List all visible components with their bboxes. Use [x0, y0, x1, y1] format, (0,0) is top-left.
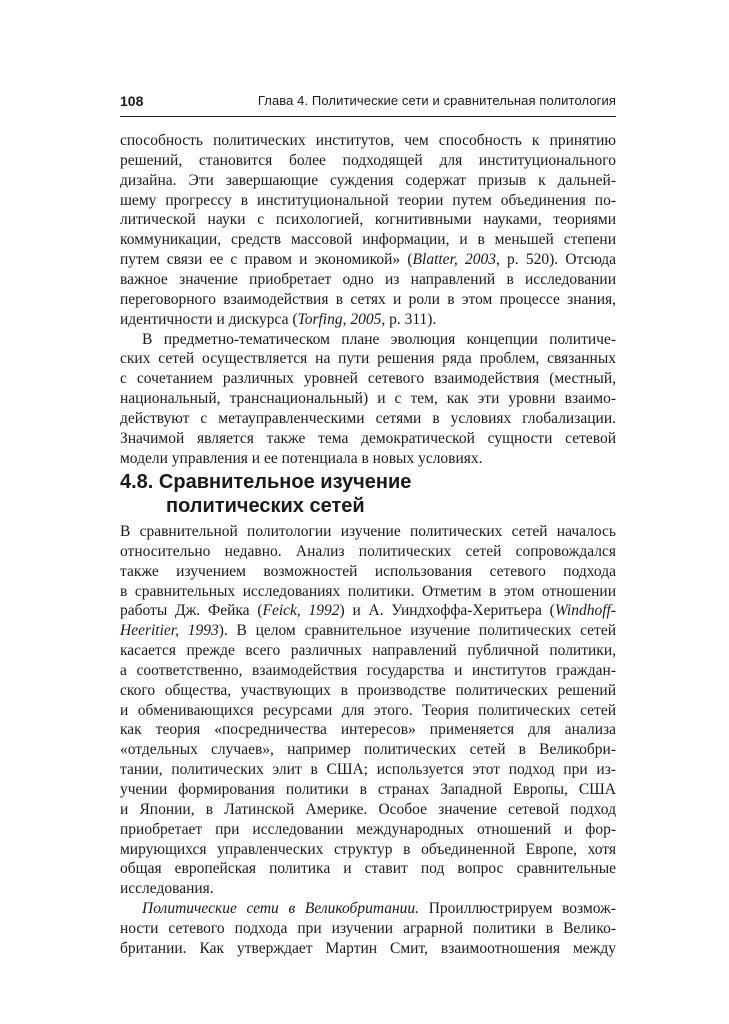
text-line: а соответственно, взаимодействия государства и институтов граждан-	[120, 661, 616, 679]
section-title-cont: политических сетей	[166, 495, 365, 517]
text-line: в сравнительных исследованиях политики. Отметим в этом отношении	[120, 582, 616, 600]
text-line: путем связи ее с правом и экономикой» (Blatter, 2003, p. 520). Отсюда	[120, 251, 616, 269]
text-line: и Японии, в Латинской Америке. Особое значение сетевой подход	[120, 800, 616, 818]
citation: Torfing, 2005	[297, 310, 382, 328]
text-line: ских сетей осуществляется на пути решения ряда проблем, связанных	[120, 350, 616, 368]
citation: Feick, 1992	[262, 602, 340, 620]
text-line: переговорного взаимодействия в сетях и роли в этом процессе знания,	[120, 290, 616, 308]
paragraph-1	[120, 131, 616, 329]
citation: Blatter, 2003	[412, 251, 496, 269]
section-number: 4.8.	[120, 471, 154, 493]
text-line: «отдельных случаев», например политических сетей в Великобри-	[120, 741, 616, 759]
text-line: британии. Как утверждает Мартин Смит, взаимоотношения между	[120, 939, 616, 957]
text-line: Значимой является также тема демократической сущности сетевой	[120, 429, 616, 447]
text-line: тании, политических элит в США; используется этот подход при из-	[120, 761, 616, 779]
text-line: как теория «посредничества интересов» применяется для анализа	[120, 721, 616, 739]
text-line: идентичности и дискурса (Torfing, 2005, p. 311).	[120, 310, 437, 328]
text-line: работы Дж. Фейка (Feick, 1992) и А. Уиндхоффа-Херитьера (Windhoff-	[120, 602, 616, 620]
text-line: касается прежде всего различных направлений публичной политики,	[120, 642, 616, 660]
subsection-lead: Политические сети в Великобритании.	[142, 900, 420, 917]
text-line: способность политических институтов, чем способность к принятию	[120, 132, 616, 149]
citation: Windhoff-	[554, 602, 616, 620]
text-line: ского общества, участвующих в производстве политических решений	[120, 681, 616, 699]
text-line: мирующихся управленческих структур в объединенной Европе, хотя	[120, 840, 616, 858]
text-line: коммуникации, средств массовой информации, и в меньшей степени	[120, 231, 616, 249]
text-line: дизайна. Эти завершающие суждения содержат призыв к дальней-	[120, 171, 616, 189]
paragraph-4	[120, 899, 616, 959]
text-line: ности сетевого подхода при изучении аграрной политики в Велико-	[120, 919, 616, 937]
text-line: и обменивающихся ресурсами для этого. Теория политических сетей	[120, 701, 616, 719]
running-header	[120, 92, 616, 117]
page-number: 108	[120, 93, 144, 109]
text-line: В предметно-тематическом плане эволюция концепции политиче-	[142, 330, 616, 348]
citation: Heeritier, 1993	[120, 622, 219, 640]
text-line: исследования.	[120, 880, 214, 898]
section-heading	[120, 470, 616, 518]
text-line: национальный, транснациональный) и с тем, как эти уровни взаимо-	[120, 390, 616, 408]
text-line: также изучением возможностей использования сетевого подхода	[120, 562, 616, 580]
text-line: учении формирования политики в странах Западной Европы, США	[120, 780, 616, 798]
text-line: литической науки с психологией, когнитивными науками, теориями	[120, 211, 616, 229]
text-line: решений, становится более подходящей для институционального	[120, 151, 616, 169]
running-title: Глава 4. Политические сети и сравнительная политология	[257, 93, 616, 108]
text-line: относительно недавно. Анализ политических сетей сопровождался	[120, 542, 616, 560]
text-line: приобретает при исследовании международных отношений и фор-	[120, 820, 616, 838]
text-line: с сочетанием различных уровней сетевого взаимодействия (местный,	[120, 370, 616, 388]
text-line	[120, 899, 616, 919]
text-line: действуют с метауправленческими сетями в условиях глобализации.	[120, 409, 616, 427]
section-title: Сравнительное изучение	[158, 471, 412, 493]
text-line: модели управления и ее потенциала в новых условиях.	[120, 449, 483, 467]
paragraph-2	[120, 330, 616, 469]
text-line: общая европейская политика и ставит под вопрос сравнительные	[120, 860, 616, 878]
text-line: В сравнительной политологии изучение политических сетей началось	[120, 523, 616, 540]
text-line: Heeritier, 1993). В целом сравнительное изучение политических сетей	[120, 622, 616, 640]
text-fragment: Проиллюстрируем возмож-	[428, 900, 617, 917]
paragraph-3	[120, 522, 616, 899]
text-line: шему прогрессу в институциональной теории путем объединения по-	[120, 191, 616, 209]
text-line: важное значение приобретает одно из направлений в исследовании	[120, 270, 616, 288]
